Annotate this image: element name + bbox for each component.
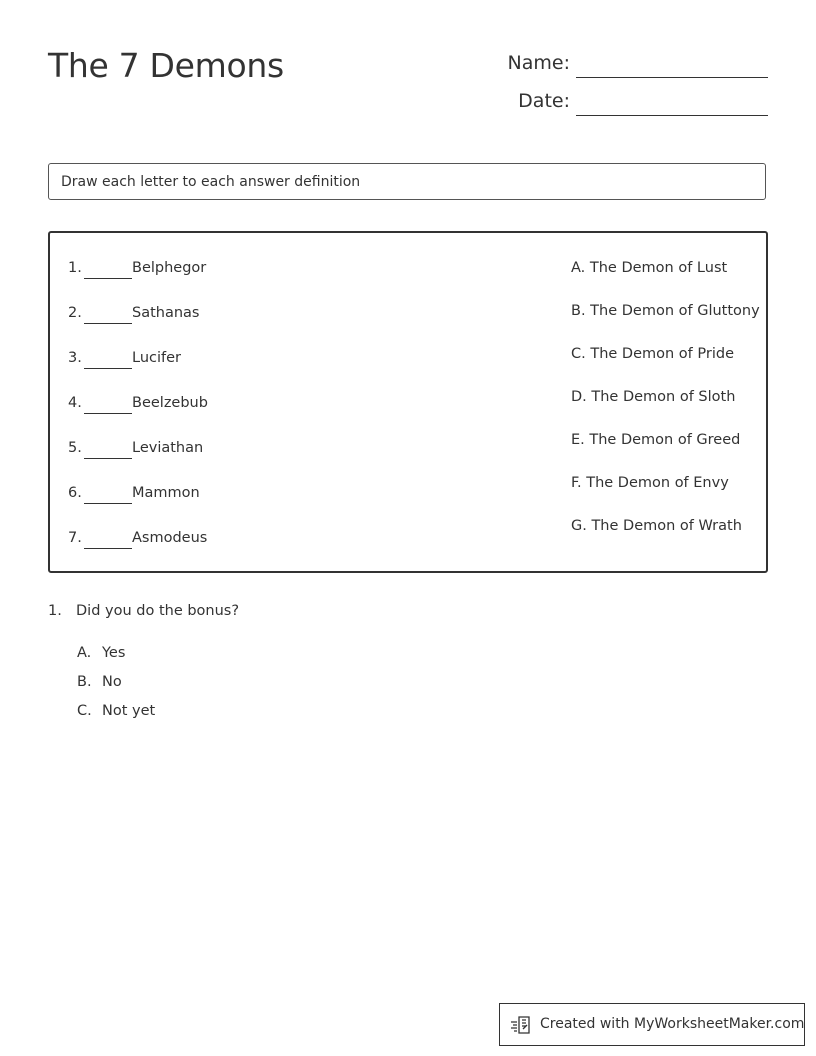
name-label: Name: [507, 52, 570, 74]
option-text: Not yet [102, 703, 156, 719]
answer-definition: B. The Demon of Gluttony [571, 303, 760, 319]
worksheet-maker-logo-icon [510, 1014, 534, 1036]
question-number: 1. [68, 260, 82, 276]
answer-blank[interactable] [84, 503, 132, 504]
option-text: No [102, 674, 122, 690]
question-term: Leviathan [132, 440, 204, 456]
question-term: Asmodeus [132, 530, 208, 546]
question-number: 5. [68, 440, 82, 456]
question-number: 2. [68, 305, 82, 321]
answer-definition: C. The Demon of Pride [571, 346, 734, 362]
page-title: The 7 Demons [48, 46, 284, 85]
footer-credit[interactable] [499, 1003, 805, 1046]
answer-blank[interactable] [84, 548, 132, 549]
name-field[interactable] [576, 77, 768, 78]
answer-definition: A. The Demon of Lust [571, 260, 728, 276]
question-term: Lucifer [132, 350, 182, 366]
answer-definition: F. The Demon of Envy [571, 475, 729, 491]
matching-section [48, 231, 768, 573]
option-letter: C. [77, 703, 92, 719]
option-letter: A. [77, 645, 92, 661]
date-label: Date: [518, 90, 570, 112]
question-term: Sathanas [132, 305, 200, 321]
option-letter: B. [77, 674, 92, 690]
answer-blank[interactable] [84, 458, 132, 459]
date-field[interactable] [576, 115, 768, 116]
option-text: Yes [102, 645, 126, 661]
answer-definition: D. The Demon of Sloth [571, 389, 736, 405]
question-number: 6. [68, 485, 82, 501]
answer-blank[interactable] [84, 368, 132, 369]
answer-definition: G. The Demon of Wrath [571, 518, 742, 534]
answer-blank[interactable] [84, 323, 132, 324]
answer-blank[interactable] [84, 278, 132, 279]
question-term: Mammon [132, 485, 200, 501]
bonus-question-number: 1. [48, 603, 62, 619]
instructions-box: Draw each letter to each answer definition [48, 163, 766, 200]
question-term: Belphegor [132, 260, 207, 276]
question-term: Beelzebub [132, 395, 208, 411]
question-number: 3. [68, 350, 82, 366]
question-number: 7. [68, 530, 82, 546]
answer-definition: E. The Demon of Greed [571, 432, 741, 448]
answer-blank[interactable] [84, 413, 132, 414]
question-number: 4. [68, 395, 82, 411]
bonus-question-text: Did you do the bonus? [76, 603, 240, 619]
footer-text: Created with MyWorksheetMaker.com [540, 1016, 805, 1032]
